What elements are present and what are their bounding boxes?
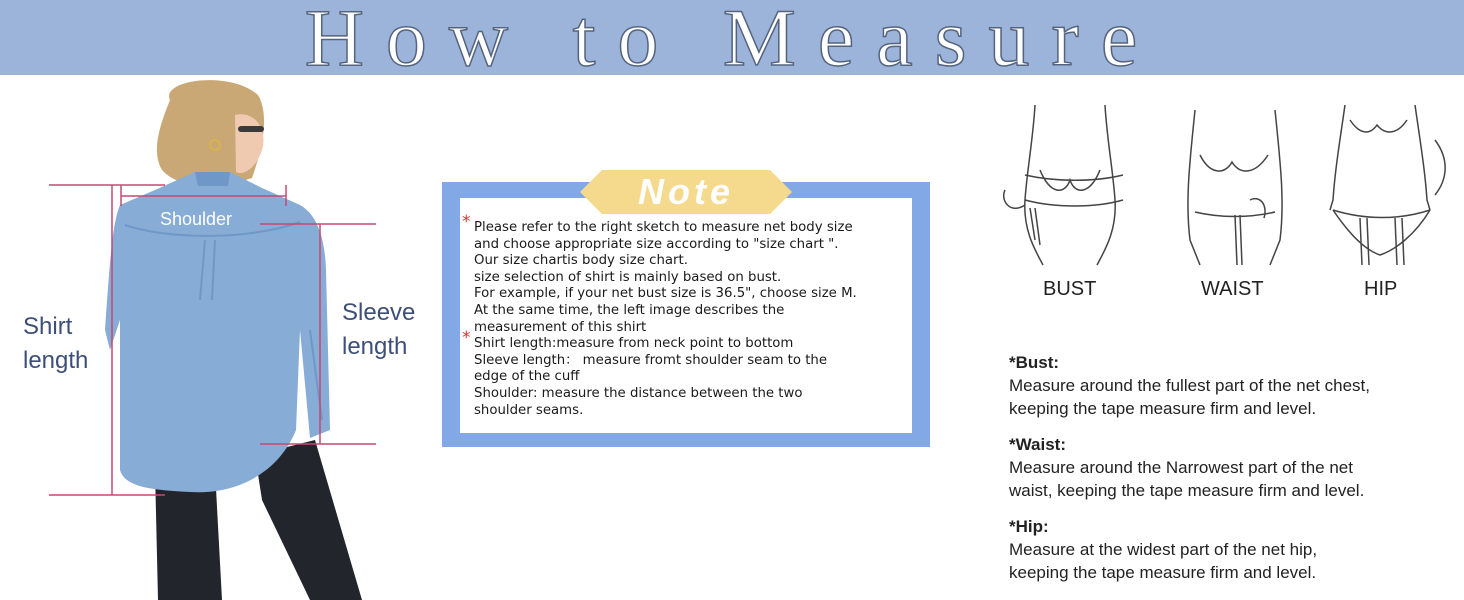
note-paragraph <box>462 328 914 419</box>
hip-definition <box>1009 516 1449 584</box>
sleeve-length-label: Sleeve length <box>342 299 416 360</box>
shirt-measurement-figure <box>0 75 430 600</box>
asterisk-icon: * <box>462 212 471 232</box>
definition-text: Measure around the Narrowest part of the net waist, keeping the tape measure firm and level. <box>1009 458 1365 500</box>
title-banner <box>0 0 1464 83</box>
note-tag-label: Note <box>638 171 734 212</box>
definition-title: *Bust: <box>1009 353 1060 372</box>
definition-text: Measure around the fullest part of the net chest, keeping the tape measure firm and level. <box>1009 376 1370 418</box>
hip-sketch-icon <box>1325 100 1455 270</box>
hip-label: HIP <box>1364 278 1398 300</box>
body-sketches <box>990 100 1464 310</box>
note-line: For example, if your net bust size is 36.5", choose size M. <box>474 286 857 302</box>
glasses-shape <box>238 126 264 132</box>
page-title: How to Measure <box>304 0 1160 83</box>
waist-sketch-icon <box>1180 100 1290 270</box>
note-line: and choose appropriate size according to "size chart ". <box>474 236 839 252</box>
shoulder-label: Shoulder <box>160 209 233 229</box>
bust-label: BUST <box>1043 278 1097 300</box>
bust-definition <box>1009 352 1449 420</box>
note-line: shoulder seams. <box>474 402 584 418</box>
note-line: Our size chartis body size chart. <box>474 253 688 269</box>
note-line: Shirt length:measure from neck point to bottom <box>474 336 794 352</box>
note-line: size selection of shirt is mainly based on bust. <box>474 269 782 285</box>
bust-sketch-icon <box>995 100 1145 270</box>
note-line: edge of the cuff <box>474 369 580 385</box>
definition-text: Measure at the widest part of the net hip, keeping the tape measure firm and level. <box>1009 540 1318 582</box>
definition-title: *Hip: <box>1009 517 1049 536</box>
shirt-length-label: Shirt length <box>23 313 89 374</box>
note-line: Sleeve length： measure fromt shoulder seam to the <box>474 352 828 368</box>
note-line: measurement of this shirt <box>474 319 647 335</box>
waist-label: WAIST <box>1201 278 1264 300</box>
collar-shape <box>195 172 230 186</box>
note-line: Shoulder: measure the distance between the two <box>474 385 803 401</box>
note-line: Please refer to the right sketch to measure net body size <box>474 220 853 235</box>
note-tag <box>580 170 792 214</box>
measurement-definitions <box>1009 352 1449 598</box>
note-text <box>462 212 914 419</box>
asterisk-icon: * <box>462 328 471 349</box>
waist-definition <box>1009 434 1449 502</box>
definition-title: *Waist: <box>1009 435 1066 454</box>
note-paragraph <box>462 212 914 336</box>
note-line: At the same time, the left image describes the <box>474 302 785 318</box>
